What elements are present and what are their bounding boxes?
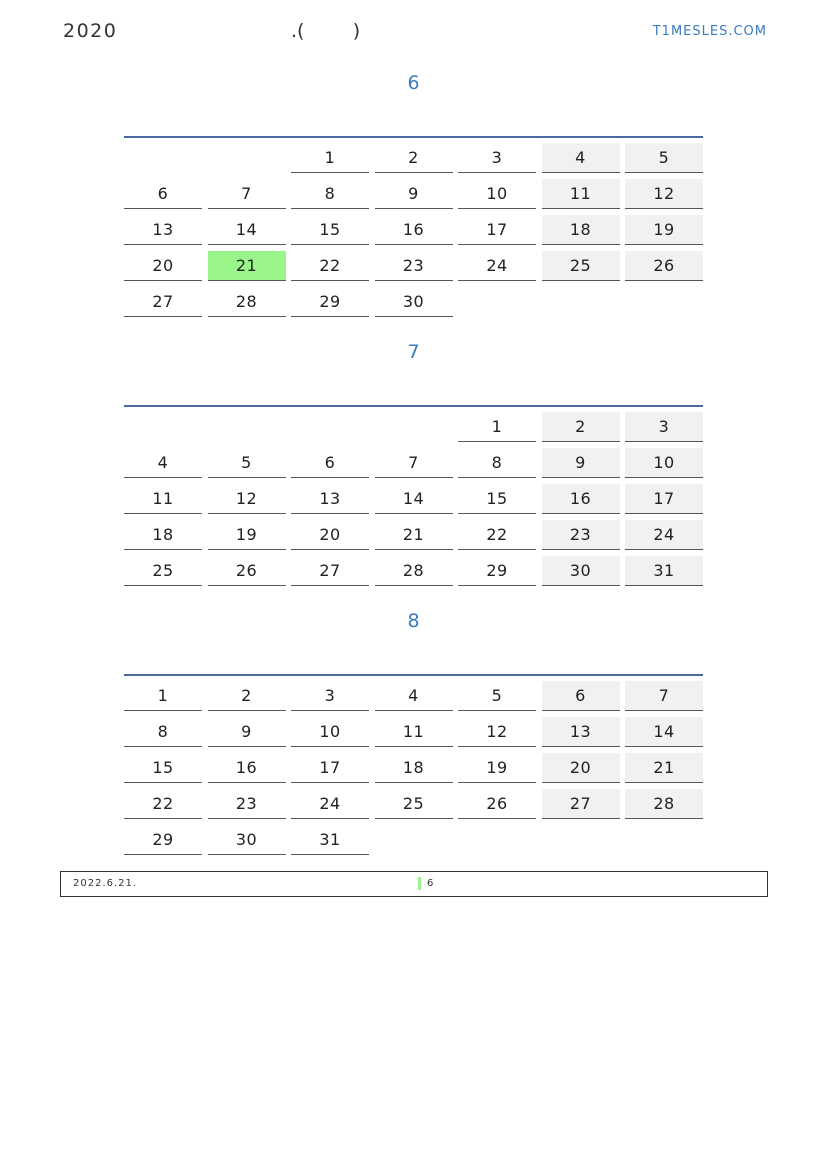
calendar-august	[124, 674, 703, 856]
calendar-day[interactable]: 25	[542, 251, 620, 281]
calendar-day[interactable]: 29	[124, 825, 202, 855]
calendar-day[interactable]: 10	[625, 448, 703, 478]
calendar-empty-cell	[124, 412, 202, 442]
calendar-day[interactable]: 19	[208, 520, 286, 550]
calendar-week-row	[124, 484, 703, 515]
calendar-day[interactable]: 23	[375, 251, 453, 281]
calendar-day[interactable]: 19	[458, 753, 536, 783]
calendar-day[interactable]: 27	[124, 287, 202, 317]
calendar-day[interactable]: 29	[458, 556, 536, 586]
calendar-day[interactable]: 2	[208, 681, 286, 711]
calendar-week-row	[124, 789, 703, 820]
calendar-day[interactable]: 11	[124, 484, 202, 514]
calendar-week-row	[124, 215, 703, 246]
calendar-day[interactable]: 8	[291, 179, 369, 209]
calendar-day[interactable]: 17	[291, 753, 369, 783]
month-title-july: 7	[407, 341, 420, 363]
calendar-day[interactable]: 20	[124, 251, 202, 281]
calendar-day[interactable]: 23	[542, 520, 620, 550]
calendar-empty-cell	[291, 412, 369, 442]
calendar-week-row	[124, 753, 703, 784]
calendar-day[interactable]: 20	[291, 520, 369, 550]
calendar-empty-cell	[124, 143, 202, 173]
calendar-day[interactable]: 9	[208, 717, 286, 747]
calendar-day[interactable]: 16	[542, 484, 620, 514]
calendar-day[interactable]: 26	[625, 251, 703, 281]
calendar-day[interactable]: 4	[542, 143, 620, 173]
page-header	[0, 20, 827, 46]
calendar-week-row	[124, 179, 703, 210]
footer-number: 6	[427, 878, 434, 889]
calendar-day[interactable]: 11	[375, 717, 453, 747]
calendar-day[interactable]: 7	[208, 179, 286, 209]
calendar-day[interactable]: 22	[291, 251, 369, 281]
calendar-june	[124, 136, 703, 318]
calendar-day[interactable]: 7	[625, 681, 703, 711]
calendar-day[interactable]: 1	[124, 681, 202, 711]
calendar-empty-cell	[458, 287, 536, 317]
calendar-week-row	[124, 681, 703, 712]
calendar-day[interactable]: 12	[458, 717, 536, 747]
calendar-day[interactable]: 4	[375, 681, 453, 711]
calendar-day[interactable]: 10	[458, 179, 536, 209]
calendar-day[interactable]: 28	[208, 287, 286, 317]
calendar-day[interactable]: 12	[625, 179, 703, 209]
year-label: 2020	[63, 20, 118, 42]
calendar-day[interactable]: 2	[542, 412, 620, 442]
calendar-day[interactable]: 6	[542, 681, 620, 711]
calendar-week-row	[124, 556, 703, 587]
calendar-day[interactable]: 12	[208, 484, 286, 514]
calendar-empty-cell	[458, 825, 536, 855]
calendar-day[interactable]: 22	[458, 520, 536, 550]
calendar-day[interactable]: 6	[291, 448, 369, 478]
calendar-week-row	[124, 412, 703, 443]
calendar-empty-cell	[542, 287, 620, 317]
calendar-empty-cell	[625, 287, 703, 317]
calendar-day[interactable]: 17	[625, 484, 703, 514]
calendar-day[interactable]: 27	[542, 789, 620, 819]
calendar-july	[124, 405, 703, 587]
calendar-day[interactable]: 28	[625, 789, 703, 819]
calendar-day[interactable]: 13	[291, 484, 369, 514]
calendar-day[interactable]: 14	[625, 717, 703, 747]
calendar-day[interactable]: 27	[291, 556, 369, 586]
calendar-week-row	[124, 287, 703, 318]
calendar-day[interactable]: 5	[458, 681, 536, 711]
calendar-empty-cell	[625, 825, 703, 855]
calendar-day[interactable]: 8	[124, 717, 202, 747]
month-title-august: 8	[407, 610, 420, 632]
footer-bar	[60, 871, 768, 897]
calendar-day[interactable]: 1	[458, 412, 536, 442]
calendar-day[interactable]: 3	[291, 681, 369, 711]
page-subtitle: .( )	[291, 20, 361, 42]
calendar-day[interactable]: 4	[124, 448, 202, 478]
calendar-day[interactable]: 8	[458, 448, 536, 478]
calendar-day[interactable]: 11	[542, 179, 620, 209]
calendar-day[interactable]: 30	[375, 287, 453, 317]
calendar-week-row	[124, 717, 703, 748]
calendar-day[interactable]: 9	[542, 448, 620, 478]
calendar-empty-cell	[542, 825, 620, 855]
calendar-day[interactable]: 23	[208, 789, 286, 819]
calendar-day[interactable]: 15	[291, 215, 369, 245]
calendar-day[interactable]: 31	[625, 556, 703, 586]
calendar-day[interactable]: 16	[208, 753, 286, 783]
footer-date: 2022.6.21.	[73, 878, 138, 889]
calendar-day[interactable]: 2	[375, 143, 453, 173]
calendar-day[interactable]: 24	[458, 251, 536, 281]
calendar-day[interactable]: 22	[124, 789, 202, 819]
calendar-day[interactable]: 30	[542, 556, 620, 586]
calendar-day[interactable]: 1	[291, 143, 369, 173]
calendar-week-row	[124, 825, 703, 856]
calendar-empty-cell	[208, 143, 286, 173]
calendar-week-row	[124, 520, 703, 551]
calendar-empty-cell	[375, 825, 453, 855]
calendar-empty-cell	[375, 412, 453, 442]
calendar-empty-cell	[208, 412, 286, 442]
calendar-day[interactable]: 30	[208, 825, 286, 855]
calendar-day[interactable]: 13	[124, 215, 202, 245]
calendar-day[interactable]: 25	[124, 556, 202, 586]
calendar-day[interactable]: 16	[375, 215, 453, 245]
site-link[interactable]: T1MESLES.COM	[652, 24, 767, 39]
calendar-day[interactable]: 26	[208, 556, 286, 586]
calendar-day[interactable]: 5	[208, 448, 286, 478]
calendar-day[interactable]: 24	[291, 789, 369, 819]
calendar-day[interactable]: 6	[124, 179, 202, 209]
calendar-day[interactable]: 13	[542, 717, 620, 747]
calendar-day[interactable]: 20	[542, 753, 620, 783]
calendar-day[interactable]: 18	[375, 753, 453, 783]
calendar-day[interactable]: 9	[375, 179, 453, 209]
calendar-day[interactable]: 3	[625, 412, 703, 442]
calendar-day[interactable]: 31	[291, 825, 369, 855]
calendar-day[interactable]: 26	[458, 789, 536, 819]
calendar-day[interactable]: 3	[458, 143, 536, 173]
calendar-day[interactable]: 10	[291, 717, 369, 747]
calendar-day[interactable]: 15	[124, 753, 202, 783]
calendar-week-row	[124, 448, 703, 479]
calendar-day[interactable]: 7	[375, 448, 453, 478]
calendar-day[interactable]: 29	[291, 287, 369, 317]
calendar-day[interactable]: 14	[208, 215, 286, 245]
calendar-day[interactable]: 17	[458, 215, 536, 245]
calendar-day[interactable]: 14	[375, 484, 453, 514]
calendar-day[interactable]: 24	[625, 520, 703, 550]
calendar-day[interactable]: 21	[375, 520, 453, 550]
calendar-day[interactable]: 21	[625, 753, 703, 783]
calendar-week-row	[124, 143, 703, 174]
calendar-day[interactable]: 18	[542, 215, 620, 245]
calendar-day[interactable]: 19	[625, 215, 703, 245]
calendar-day[interactable]: 25	[375, 789, 453, 819]
legend-swatch	[418, 877, 421, 890]
calendar-day[interactable]: 18	[124, 520, 202, 550]
calendar-day-today[interactable]: 21	[208, 251, 286, 281]
calendar-day[interactable]: 5	[625, 143, 703, 173]
calendar-day[interactable]: 28	[375, 556, 453, 586]
calendar-day[interactable]: 15	[458, 484, 536, 514]
calendar-week-row	[124, 251, 703, 282]
month-title-june: 6	[407, 72, 420, 94]
